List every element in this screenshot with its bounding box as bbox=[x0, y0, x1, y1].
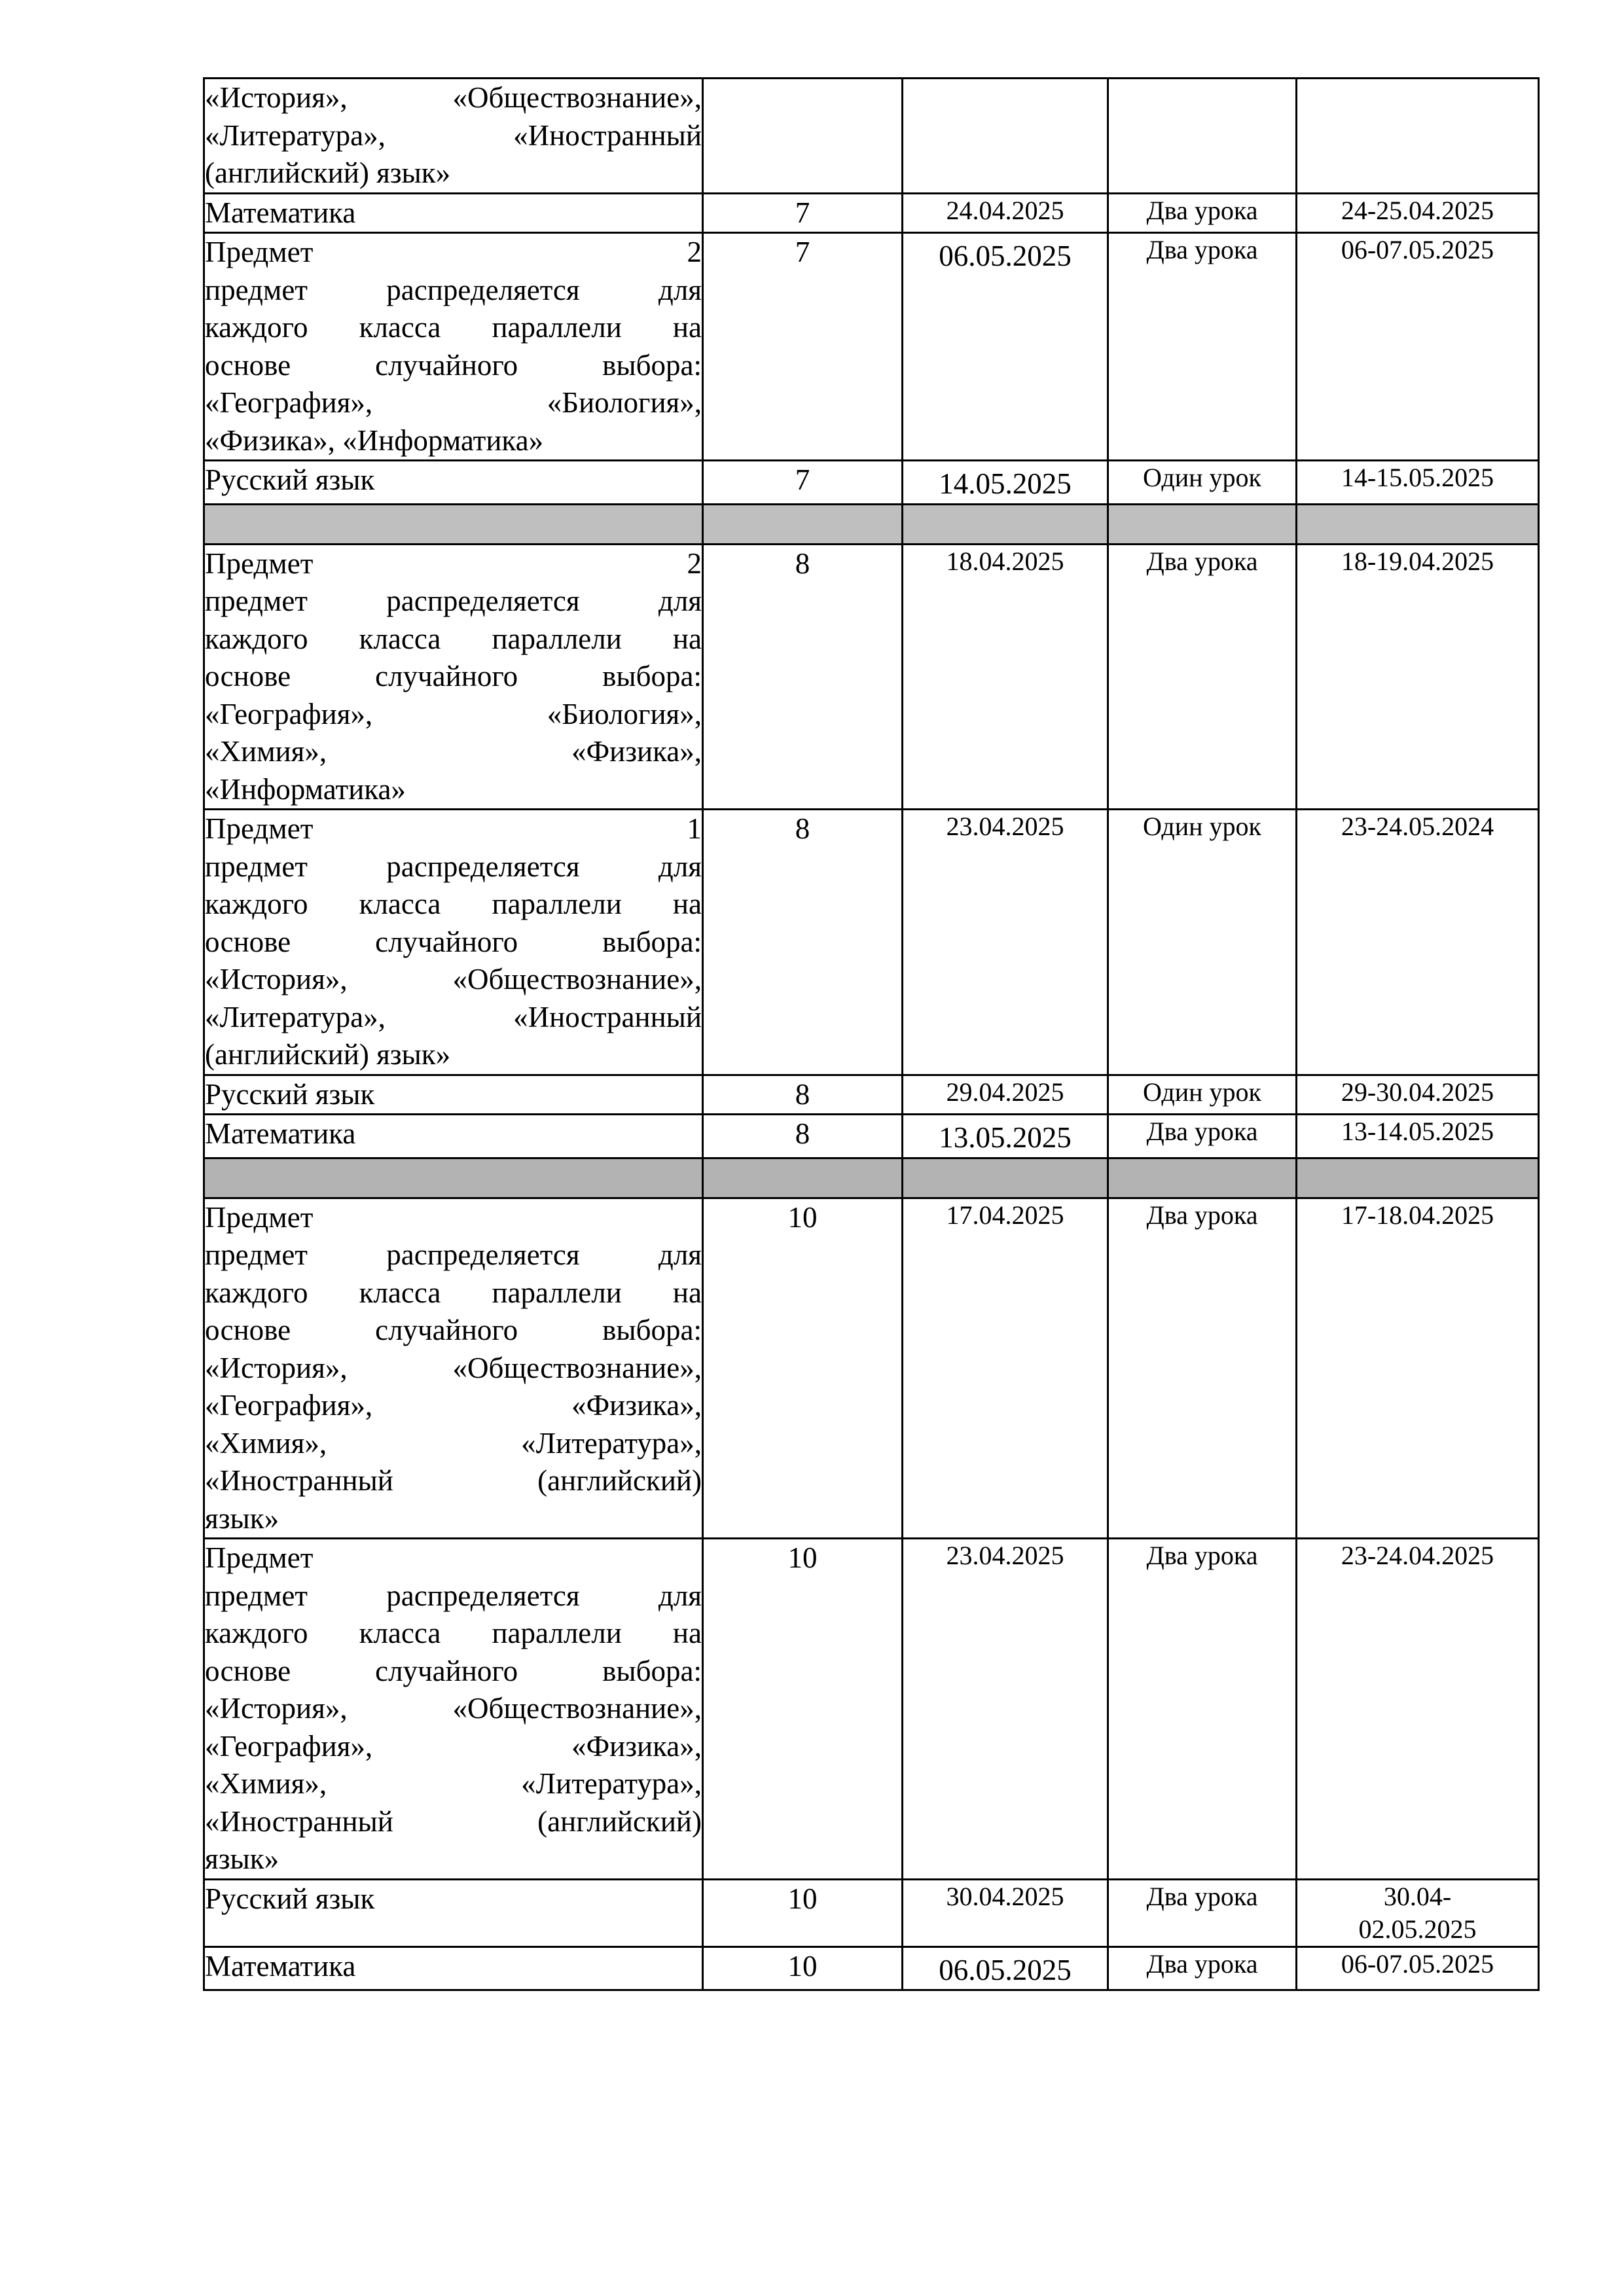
table-row bbox=[204, 1539, 1539, 1880]
subject-line: Предмет bbox=[205, 1200, 314, 1234]
grade-cell: 8 bbox=[703, 1115, 903, 1158]
subject-line: Предмет 2 bbox=[205, 547, 702, 580]
separator-cell bbox=[204, 1158, 703, 1198]
separator-cell bbox=[903, 504, 1108, 544]
subject-line: основе случайного выбора: bbox=[205, 660, 702, 692]
duration-cell: Два урока bbox=[1108, 1198, 1297, 1539]
table-row bbox=[204, 1198, 1539, 1539]
period-cell: 14-15.05.2025 bbox=[1297, 461, 1539, 505]
subject-line: «География», «Биология», bbox=[205, 697, 702, 730]
subject-cell bbox=[204, 461, 703, 505]
separator-cell bbox=[1297, 1158, 1539, 1198]
subject-line: Предмет 2 bbox=[205, 236, 702, 268]
duration-cell: Два урока bbox=[1108, 233, 1297, 461]
subject-line: предмет распределяется для bbox=[205, 1238, 702, 1271]
schedule-table-body bbox=[204, 79, 1539, 1990]
subject-line: «Химия», «Литература», bbox=[205, 1767, 702, 1800]
date-cell: 30.04.2025 bbox=[903, 1879, 1108, 1946]
period-cell: 23-24.04.2025 bbox=[1297, 1539, 1539, 1880]
grade-cell: 7 bbox=[703, 461, 903, 505]
duration-cell: Два урока bbox=[1108, 1115, 1297, 1158]
separator-cell bbox=[703, 1158, 903, 1198]
subject-line: «Литература», «Иностранный bbox=[205, 1000, 702, 1033]
date-cell: 18.04.2025 bbox=[903, 544, 1108, 810]
separator-cell bbox=[903, 1158, 1108, 1198]
duration-cell: Два урока bbox=[1108, 1946, 1297, 1990]
duration-cell: Два урока bbox=[1108, 1539, 1297, 1880]
date-cell: 06.05.2025 bbox=[903, 233, 1108, 461]
subject-line: Русский язык bbox=[205, 1077, 375, 1111]
date-cell: 29.04.2025 bbox=[903, 1075, 1108, 1115]
duration-cell: Два урока bbox=[1108, 544, 1297, 810]
period-cell: 29-30.04.2025 bbox=[1297, 1075, 1539, 1115]
table-row bbox=[204, 810, 1539, 1075]
period-cell: 06-07.05.2025 bbox=[1297, 233, 1539, 461]
subject-line: язык» bbox=[205, 1501, 280, 1535]
subject-line: каждого класса параллели на bbox=[205, 622, 702, 655]
subject-line: каждого класса параллели на bbox=[205, 311, 702, 344]
table-row bbox=[204, 193, 1539, 233]
subject-line: Математика bbox=[205, 1117, 356, 1150]
duration-cell: Один урок bbox=[1108, 461, 1297, 505]
subject-line: «Информатика» bbox=[205, 772, 406, 806]
subject-line: Русский язык bbox=[205, 1882, 375, 1915]
table-row bbox=[204, 1879, 1539, 1946]
separator-cell bbox=[204, 504, 703, 544]
subject-line: основе случайного выбора: bbox=[205, 348, 702, 382]
subject-line: Русский язык bbox=[205, 463, 375, 496]
subject-line: «Химия», «Литература», bbox=[205, 1426, 702, 1460]
table-row bbox=[204, 1075, 1539, 1115]
period-line: 30.04- bbox=[1383, 1881, 1452, 1911]
duration-cell: Два урока bbox=[1108, 1879, 1297, 1946]
subject-cell bbox=[204, 1198, 703, 1539]
subject-cell bbox=[204, 544, 703, 810]
separator-cell bbox=[1108, 1158, 1297, 1198]
subject-line: «Иностранный (английский) bbox=[205, 1804, 702, 1838]
grade-cell: 10 bbox=[703, 1879, 903, 1946]
period-cell: 06-07.05.2025 bbox=[1297, 1946, 1539, 1990]
subject-line: (английский) язык» bbox=[205, 1038, 451, 1071]
date-cell: 06.05.2025 bbox=[903, 1946, 1108, 1990]
subject-line: предмет распределяется для bbox=[205, 273, 702, 306]
subject-cell bbox=[204, 193, 703, 233]
subject-line: «История», «Обществознание», bbox=[205, 1351, 702, 1384]
date-cell: 13.05.2025 bbox=[903, 1115, 1108, 1158]
subject-line: Математика bbox=[205, 196, 356, 229]
subject-line: предмет распределяется для bbox=[205, 584, 702, 617]
duration-cell bbox=[1108, 79, 1297, 194]
subject-cell bbox=[204, 1115, 703, 1158]
date-cell: 14.05.2025 bbox=[903, 461, 1108, 505]
grade-cell: 10 bbox=[703, 1946, 903, 1990]
period-cell: 24-25.04.2025 bbox=[1297, 193, 1539, 233]
period-cell bbox=[1297, 1879, 1539, 1946]
duration-cell: Один урок bbox=[1108, 810, 1297, 1075]
subject-line: «История», «Обществознание», bbox=[205, 1692, 702, 1725]
grade-cell: 7 bbox=[703, 233, 903, 461]
date-cell: 23.04.2025 bbox=[903, 810, 1108, 1075]
subject-line: каждого класса параллели на bbox=[205, 1276, 702, 1309]
period-line: 02.05.2025 bbox=[1358, 1914, 1477, 1944]
date-cell: 24.04.2025 bbox=[903, 193, 1108, 233]
subject-line: основе случайного выбора: bbox=[205, 1654, 702, 1687]
subject-line: Предмет 1 bbox=[205, 812, 702, 845]
separator-cell bbox=[1297, 504, 1539, 544]
subject-line: «История», «Обществознание», bbox=[205, 81, 702, 114]
subject-line: «География», «Физика», bbox=[205, 1729, 702, 1763]
date-cell bbox=[903, 79, 1108, 194]
duration-cell: Один урок bbox=[1108, 1075, 1297, 1115]
subject-line: Предмет bbox=[205, 1541, 314, 1574]
grade-cell: 10 bbox=[703, 1198, 903, 1539]
grade-cell: 8 bbox=[703, 1075, 903, 1115]
subject-line: (английский) язык» bbox=[205, 156, 451, 189]
subject-cell bbox=[204, 79, 703, 194]
subject-line: «История», «Обществознание», bbox=[205, 963, 702, 996]
subject-cell bbox=[204, 1946, 703, 1990]
grade-cell: 10 bbox=[703, 1539, 903, 1880]
table-row bbox=[204, 461, 1539, 505]
subject-line: основе случайного выбора: bbox=[205, 925, 702, 958]
subject-cell bbox=[204, 1539, 703, 1880]
date-cell: 17.04.2025 bbox=[903, 1198, 1108, 1539]
subject-line: язык» bbox=[205, 1842, 280, 1875]
subject-cell bbox=[204, 810, 703, 1075]
grade-cell: 8 bbox=[703, 810, 903, 1075]
subject-line: «География», «Физика», bbox=[205, 1389, 702, 1422]
subject-line: «Литература», «Иностранный bbox=[205, 118, 702, 152]
section-separator-row bbox=[204, 1158, 1539, 1198]
subject-line: «Химия», «Физика», bbox=[205, 735, 702, 768]
subject-cell bbox=[204, 233, 703, 461]
subject-line: каждого класса параллели на bbox=[205, 888, 702, 920]
table-row bbox=[204, 1946, 1539, 1990]
period-cell: 23-24.05.2024 bbox=[1297, 810, 1539, 1075]
subject-cell bbox=[204, 1075, 703, 1115]
separator-cell bbox=[1108, 504, 1297, 544]
table-row bbox=[204, 1115, 1539, 1158]
section-separator-row bbox=[204, 504, 1539, 544]
subject-line: «География», «Биология», bbox=[205, 386, 702, 419]
date-cell: 23.04.2025 bbox=[903, 1539, 1108, 1880]
grade-cell: 7 bbox=[703, 193, 903, 233]
subject-line: «Иностранный (английский) bbox=[205, 1464, 702, 1497]
separator-cell bbox=[703, 504, 903, 544]
grade-cell bbox=[703, 79, 903, 194]
period-cell: 13-14.05.2025 bbox=[1297, 1115, 1539, 1158]
grade-cell: 8 bbox=[703, 544, 903, 810]
schedule-table bbox=[203, 77, 1540, 1991]
table-row bbox=[204, 79, 1539, 194]
period-cell: 18-19.04.2025 bbox=[1297, 544, 1539, 810]
subject-line: Математика bbox=[205, 1949, 356, 1982]
subject-line: основе случайного выбора: bbox=[205, 1314, 702, 1346]
period-cell bbox=[1297, 79, 1539, 194]
table-row bbox=[204, 544, 1539, 810]
table-row bbox=[204, 233, 1539, 461]
subject-line: «Физика», «Информатика» bbox=[205, 423, 544, 457]
subject-line: предмет распределяется для bbox=[205, 1579, 702, 1612]
subject-line: предмет распределяется для bbox=[205, 850, 702, 883]
duration-cell: Два урока bbox=[1108, 193, 1297, 233]
subject-line: каждого класса параллели на bbox=[205, 1617, 702, 1649]
subject-cell bbox=[204, 1879, 703, 1946]
period-cell: 17-18.04.2025 bbox=[1297, 1198, 1539, 1539]
